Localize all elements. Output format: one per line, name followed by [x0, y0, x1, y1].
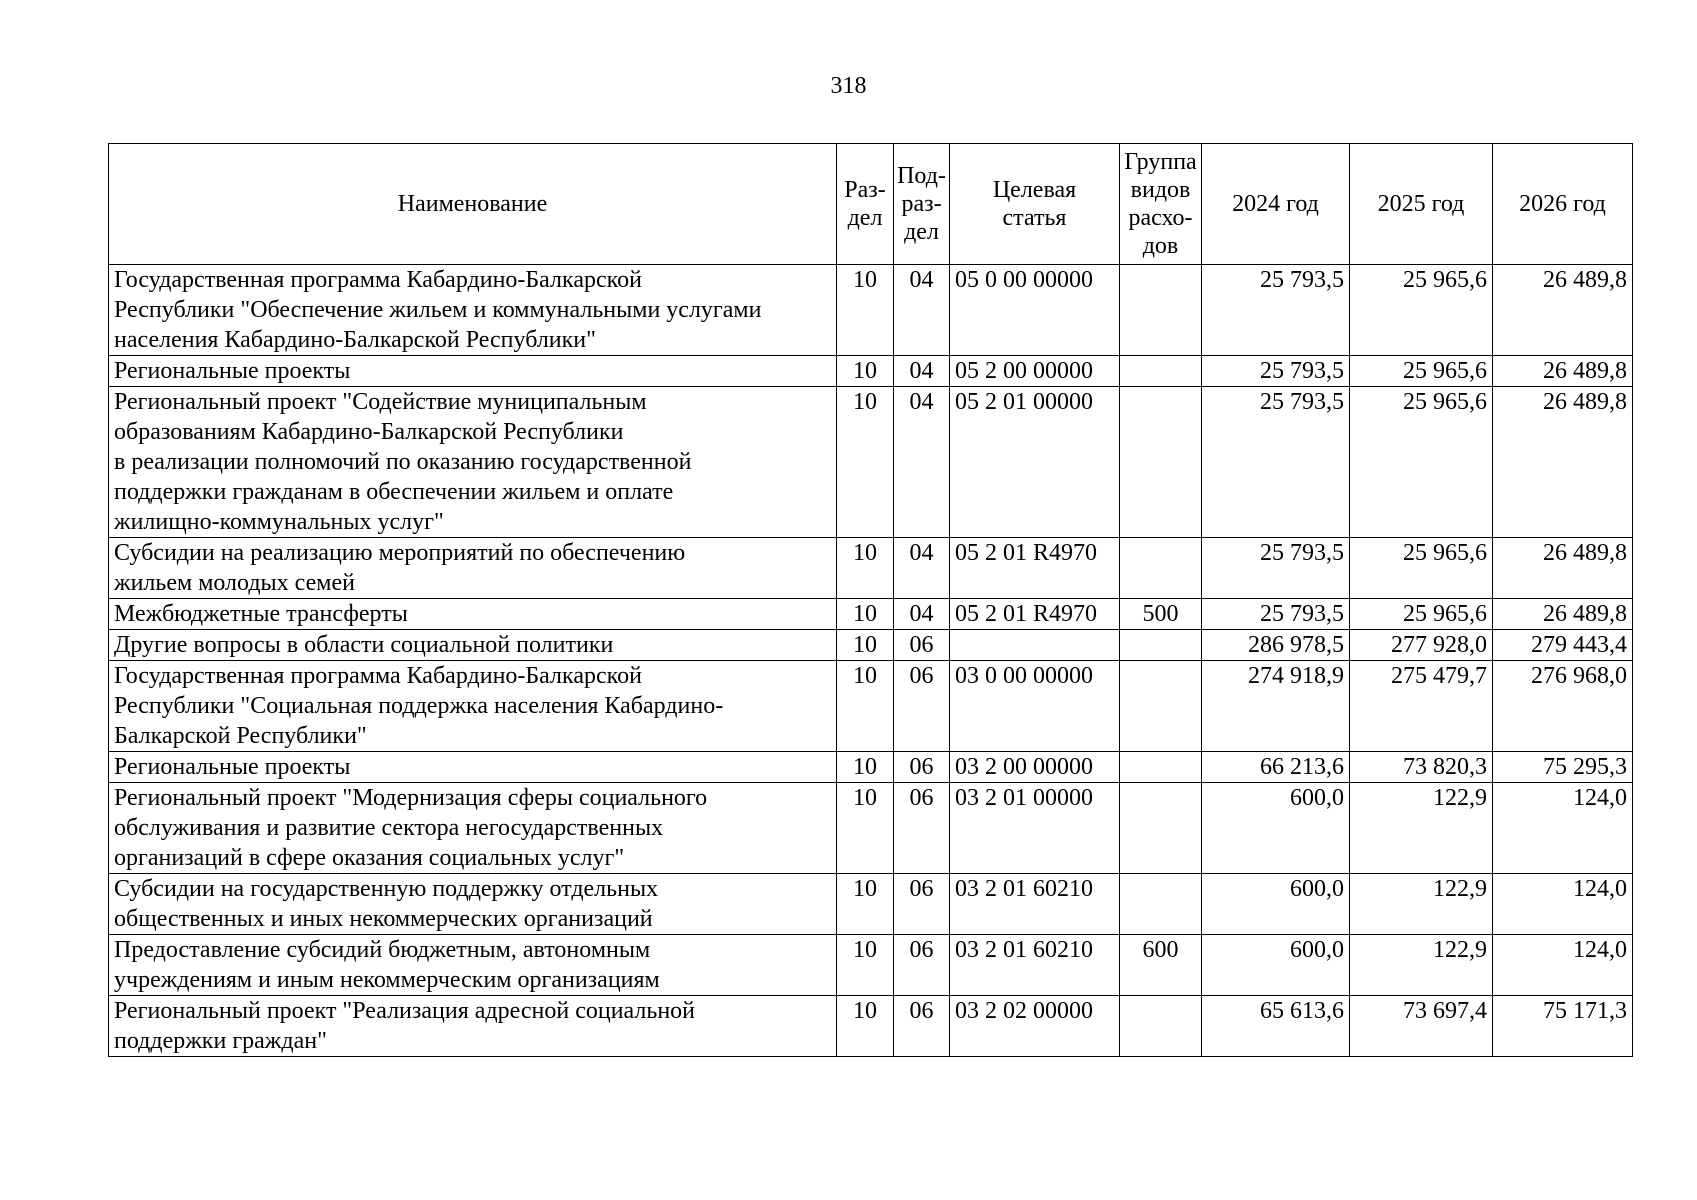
row-name [109, 935, 837, 996]
row-expense-group [1120, 996, 1202, 1057]
row-name-line: Государственная программа Кабардино-Балкарской [114, 663, 642, 689]
row-name-line: Региональные проекты [114, 358, 351, 384]
row-name-line: поддержки граждан" [114, 1028, 327, 1054]
row-section: 10 [837, 387, 894, 538]
row-subsection: 06 [894, 935, 950, 996]
header-subsection [894, 144, 950, 265]
row-expense-group: 600 [1120, 935, 1202, 996]
row-name-line: Республики "Социальная поддержка населения Кабардино- [114, 693, 724, 719]
table-row [109, 265, 1633, 356]
row-section: 10 [837, 935, 894, 996]
table-row [109, 935, 1633, 996]
row-value-2026: 26 489,8 [1493, 387, 1633, 538]
row-expense-group [1120, 538, 1202, 599]
row-value-2025: 25 965,6 [1350, 599, 1493, 630]
row-name-line: Другие вопросы в области социальной политики [114, 632, 614, 658]
row-section: 10 [837, 538, 894, 599]
row-name-line: Региональный проект "Модернизация сферы социального [114, 785, 708, 811]
row-name-line: Региональный проект "Содействие муниципальным [114, 389, 647, 415]
row-name [109, 265, 837, 356]
row-name-line: Субсидии на реализацию мероприятий по обеспечению [114, 540, 686, 566]
row-section: 10 [837, 265, 894, 356]
header-target-line: Целевая [992, 177, 1077, 203]
row-target-article: 05 2 00 00000 [950, 356, 1120, 387]
row-name-line: поддержки гражданам в обеспечении жильем и оплате [114, 479, 674, 505]
row-subsection: 06 [894, 752, 950, 783]
row-name-line: Государственная программа Кабардино-Балкарской [114, 267, 642, 293]
row-value-2025: 277 928,0 [1350, 630, 1493, 661]
table-row [109, 752, 1633, 783]
row-value-2025: 122,9 [1350, 874, 1493, 935]
row-target-article: 03 2 01 60210 [950, 874, 1120, 935]
row-name-line: жилищно-коммунальных услуг" [114, 509, 444, 535]
header-target-line: статья [1002, 205, 1067, 231]
row-value-2026: 124,0 [1493, 783, 1633, 874]
table-body [109, 265, 1633, 1057]
row-value-2025: 275 479,7 [1350, 661, 1493, 752]
header-name: Наименование [109, 144, 837, 265]
header-section [837, 144, 894, 265]
row-name [109, 783, 837, 874]
header-subsection-line: раз- [901, 191, 942, 217]
table-row [109, 538, 1633, 599]
table-row [109, 783, 1633, 874]
row-expense-group [1120, 356, 1202, 387]
header-group-line: Группа [1124, 149, 1197, 175]
row-value-2024: 600,0 [1202, 874, 1350, 935]
row-name-line: Предоставление субсидий бюджетным, автономным [114, 937, 651, 963]
row-value-2026: 276 968,0 [1493, 661, 1633, 752]
table-row [109, 996, 1633, 1057]
row-name-line: Республики "Обеспечение жильем и коммунальными услугами [114, 297, 762, 323]
row-name-line: обслуживания и развитие сектора негосударственных [114, 815, 664, 841]
row-value-2024: 274 918,9 [1202, 661, 1350, 752]
row-target-article: 05 2 01 00000 [950, 387, 1120, 538]
table-row [109, 874, 1633, 935]
row-name-line: учреждениям и иным некоммерческим организациям [114, 967, 660, 993]
row-section: 10 [837, 661, 894, 752]
row-name-line: в реализации полномочий по оказанию государственной [114, 449, 692, 475]
row-target-article: 03 0 00 00000 [950, 661, 1120, 752]
row-value-2025: 122,9 [1350, 935, 1493, 996]
row-subsection: 06 [894, 996, 950, 1057]
row-name [109, 387, 837, 538]
row-target-article: 03 2 00 00000 [950, 752, 1120, 783]
row-expense-group [1120, 661, 1202, 752]
row-name-line: населения Кабардино-Балкарской Республики" [114, 327, 596, 353]
header-group-line: расхо- [1128, 205, 1193, 231]
table-header-row [109, 144, 1633, 265]
row-target-article: 05 0 00 00000 [950, 265, 1120, 356]
table-row [109, 387, 1633, 538]
row-section: 10 [837, 599, 894, 630]
row-subsection: 06 [894, 783, 950, 874]
row-value-2026: 279 443,4 [1493, 630, 1633, 661]
row-subsection: 04 [894, 265, 950, 356]
header-subsection-line: Под- [897, 163, 946, 189]
row-name-line: Межбюджетные трансферты [114, 601, 408, 627]
row-section: 10 [837, 630, 894, 661]
header-target [950, 144, 1120, 265]
row-value-2026: 75 295,3 [1493, 752, 1633, 783]
row-value-2024: 25 793,5 [1202, 599, 1350, 630]
header-subsection-line: дел [904, 219, 939, 245]
row-name [109, 661, 837, 752]
row-section: 10 [837, 783, 894, 874]
row-value-2025: 25 965,6 [1350, 538, 1493, 599]
row-name-line: Региональный проект "Реализация адресной социальной [114, 998, 696, 1024]
row-value-2026: 26 489,8 [1493, 356, 1633, 387]
row-name-line: Региональные проекты [114, 754, 351, 780]
row-subsection: 06 [894, 630, 950, 661]
row-value-2026: 75 171,3 [1493, 996, 1633, 1057]
row-name [109, 356, 837, 387]
header-group-line: видов [1130, 177, 1191, 203]
row-expense-group [1120, 874, 1202, 935]
row-section: 10 [837, 996, 894, 1057]
row-name [109, 996, 837, 1057]
row-value-2024: 25 793,5 [1202, 538, 1350, 599]
row-subsection: 04 [894, 387, 950, 538]
row-target-article: 03 2 01 00000 [950, 783, 1120, 874]
table-row [109, 661, 1633, 752]
table-row [109, 630, 1633, 661]
row-value-2025: 25 965,6 [1350, 356, 1493, 387]
row-target-article: 03 2 01 60210 [950, 935, 1120, 996]
row-section: 10 [837, 356, 894, 387]
row-value-2024: 25 793,5 [1202, 356, 1350, 387]
row-value-2026: 124,0 [1493, 874, 1633, 935]
row-value-2024: 600,0 [1202, 935, 1350, 996]
header-2026: 2026 год [1493, 144, 1633, 265]
table-row [109, 356, 1633, 387]
row-name [109, 752, 837, 783]
row-expense-group: 500 [1120, 599, 1202, 630]
header-section-line: Раз- [844, 177, 886, 203]
row-value-2025: 73 820,3 [1350, 752, 1493, 783]
row-subsection: 06 [894, 661, 950, 752]
header-group [1120, 144, 1202, 265]
header-section-line: дел [847, 205, 883, 231]
row-name-line: общественных и иных некоммерческих организаций [114, 906, 653, 932]
row-value-2024: 25 793,5 [1202, 387, 1350, 538]
row-value-2026: 26 489,8 [1493, 265, 1633, 356]
row-name [109, 874, 837, 935]
row-expense-group [1120, 387, 1202, 538]
row-target-article: 05 2 01 R4970 [950, 599, 1120, 630]
budget-table [108, 143, 1633, 1057]
row-target-article: 05 2 01 R4970 [950, 538, 1120, 599]
row-name-line: Балкарской Республики" [114, 723, 367, 749]
row-subsection: 04 [894, 538, 950, 599]
row-value-2026: 26 489,8 [1493, 599, 1633, 630]
row-value-2026: 26 489,8 [1493, 538, 1633, 599]
row-name-line: Субсидии на государственную поддержку отдельных [114, 876, 659, 902]
header-2024: 2024 год [1202, 144, 1350, 265]
row-target-article [950, 630, 1120, 661]
header-2025: 2025 год [1350, 144, 1493, 265]
row-name [109, 538, 837, 599]
row-subsection: 06 [894, 874, 950, 935]
row-target-article: 03 2 02 00000 [950, 996, 1120, 1057]
page-number: 318 [830, 73, 867, 99]
row-expense-group [1120, 752, 1202, 783]
row-value-2026: 124,0 [1493, 935, 1633, 996]
row-value-2024: 286 978,5 [1202, 630, 1350, 661]
row-value-2024: 65 613,6 [1202, 996, 1350, 1057]
row-section: 10 [837, 874, 894, 935]
row-name-line: жильем молодых семей [114, 570, 355, 596]
row-name-line: образованиям Кабардино-Балкарской Республики [114, 419, 624, 445]
row-subsection: 04 [894, 599, 950, 630]
row-value-2024: 25 793,5 [1202, 265, 1350, 356]
row-value-2024: 600,0 [1202, 783, 1350, 874]
row-name [109, 599, 837, 630]
row-expense-group [1120, 783, 1202, 874]
row-name-line: организаций в сфере оказания социальных услуг" [114, 845, 625, 871]
row-value-2025: 73 697,4 [1350, 996, 1493, 1057]
row-value-2025: 25 965,6 [1350, 265, 1493, 356]
row-value-2025: 122,9 [1350, 783, 1493, 874]
row-expense-group [1120, 630, 1202, 661]
row-value-2024: 66 213,6 [1202, 752, 1350, 783]
row-expense-group [1120, 265, 1202, 356]
header-group-line: дов [1142, 233, 1179, 259]
table-row [109, 599, 1633, 630]
row-value-2025: 25 965,6 [1350, 387, 1493, 538]
row-subsection: 04 [894, 356, 950, 387]
row-name [109, 630, 837, 661]
row-section: 10 [837, 752, 894, 783]
